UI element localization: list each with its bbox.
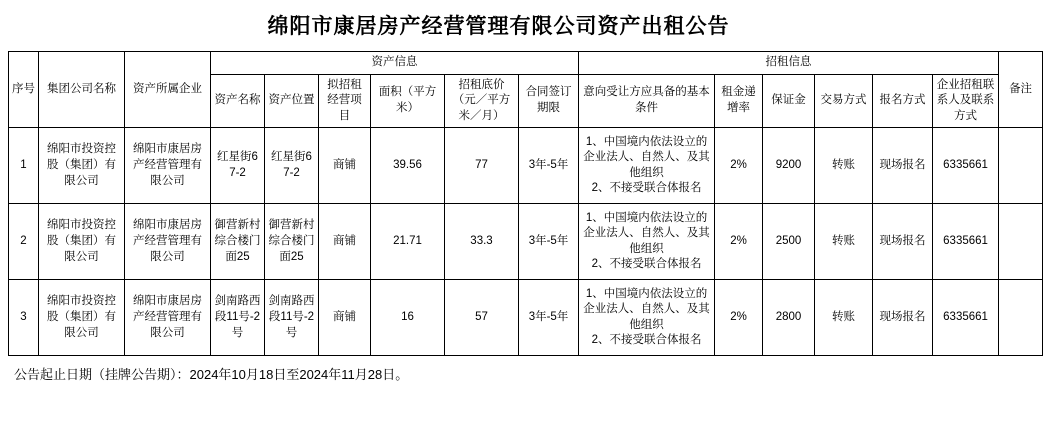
cell-asset-location: 红星街67-2 [265,128,319,204]
cell-asset-name: 剑南路西段11号-2号 [211,280,265,356]
table-body [9,128,1043,356]
cell-asset-owner: 绵阳市康居房产经营管理有限公司 [125,128,211,204]
col-conditions: 意向受让方应具备的基本条件 [579,74,715,128]
cell-seq: 1 [9,128,39,204]
col-plan-project: 拟招租经营项目 [319,74,371,128]
col-asset-location: 资产位置 [265,74,319,128]
col-pay-method: 交易方式 [815,74,873,128]
cell-remark [999,204,1043,280]
cell-contract-term: 3年-5年 [519,204,579,280]
cell-conditions: 1、中国境内依法设立的企业法人、自然人、及其他组织 2、不接受联合体报名 [579,280,715,356]
cell-plan-project: 商铺 [319,280,371,356]
cell-conditions: 1、中国境内依法设立的企业法人、自然人、及其他组织 2、不接受联合体报名 [579,204,715,280]
cell-area: 39.56 [371,128,445,204]
asset-rental-table [8,51,1043,356]
cell-contact: 6335661 [933,280,999,356]
cell-deposit: 2800 [763,280,815,356]
cell-contact: 6335661 [933,128,999,204]
cell-base-price: 33.3 [445,204,519,280]
col-group-rent-info: 招租信息 [579,52,999,75]
cell-asset-location: 御营新村综合楼门面25 [265,204,319,280]
cell-area: 16 [371,280,445,356]
col-contact: 企业招租联系人及联系方式 [933,74,999,128]
cell-asset-name: 红星街67-2 [211,128,265,204]
col-apply-method: 报名方式 [873,74,933,128]
col-asset-owner: 资产所属企业 [125,52,211,128]
cell-asset-owner: 绵阳市康居房产经营管理有限公司 [125,204,211,280]
table-row [9,280,1043,356]
cell-group-company: 绵阳市投资控股（集团）有限公司 [39,280,125,356]
cell-asset-name: 御营新村综合楼门面25 [211,204,265,280]
cell-contract-term: 3年-5年 [519,280,579,356]
cell-contract-term: 3年-5年 [519,128,579,204]
announcement-period-note: 公告起止日期（挂牌公告期）：2024年10月18日至2024年11月28日。 [14,367,409,383]
table-header [9,52,1043,128]
col-remark: 备注 [999,52,1043,128]
cell-pay-method: 转账 [815,204,873,280]
cell-group-company: 绵阳市投资控股（集团）有限公司 [39,128,125,204]
cell-area: 21.71 [371,204,445,280]
col-group-company: 集团公司名称 [39,52,125,128]
cell-seq: 3 [9,280,39,356]
cell-increase-rate: 2% [715,204,763,280]
cell-remark [999,128,1043,204]
header-row-group [9,52,1043,75]
cell-deposit: 2500 [763,204,815,280]
cell-apply-method: 现场报名 [873,280,933,356]
table-row [9,204,1043,280]
cell-group-company: 绵阳市投资控股（集团）有限公司 [39,204,125,280]
col-contract-term: 合同签订期限 [519,74,579,128]
cell-deposit: 9200 [763,128,815,204]
cell-base-price: 57 [445,280,519,356]
col-seq: 序号 [9,52,39,128]
cell-pay-method: 转账 [815,280,873,356]
cell-remark [999,280,1043,356]
cell-seq: 2 [9,204,39,280]
col-asset-name: 资产名称 [211,74,265,128]
cell-conditions: 1、中国境内依法设立的企业法人、自然人、及其他组织 2、不接受联合体报名 [579,128,715,204]
col-deposit: 保证金 [763,74,815,128]
col-increase-rate: 租金递增率 [715,74,763,128]
col-group-asset-info: 资产信息 [211,52,579,75]
table-row [9,128,1043,204]
cell-plan-project: 商铺 [319,204,371,280]
cell-increase-rate: 2% [715,280,763,356]
cell-asset-owner: 绵阳市康居房产经营管理有限公司 [125,280,211,356]
cell-base-price: 77 [445,128,519,204]
cell-pay-method: 转账 [815,128,873,204]
col-base-price: 招租底价（元／平方米／月） [445,74,519,128]
cell-apply-method: 现场报名 [873,204,933,280]
page-title: 绵阳市康居房产经营管理有限公司资产出租公告 [267,15,730,38]
cell-apply-method: 现场报名 [873,128,933,204]
cell-asset-location: 剑南路西段11号-2号 [265,280,319,356]
cell-contact: 6335661 [933,204,999,280]
cell-plan-project: 商铺 [319,128,371,204]
cell-increase-rate: 2% [715,128,763,204]
col-area: 面积（平方米） [371,74,445,128]
